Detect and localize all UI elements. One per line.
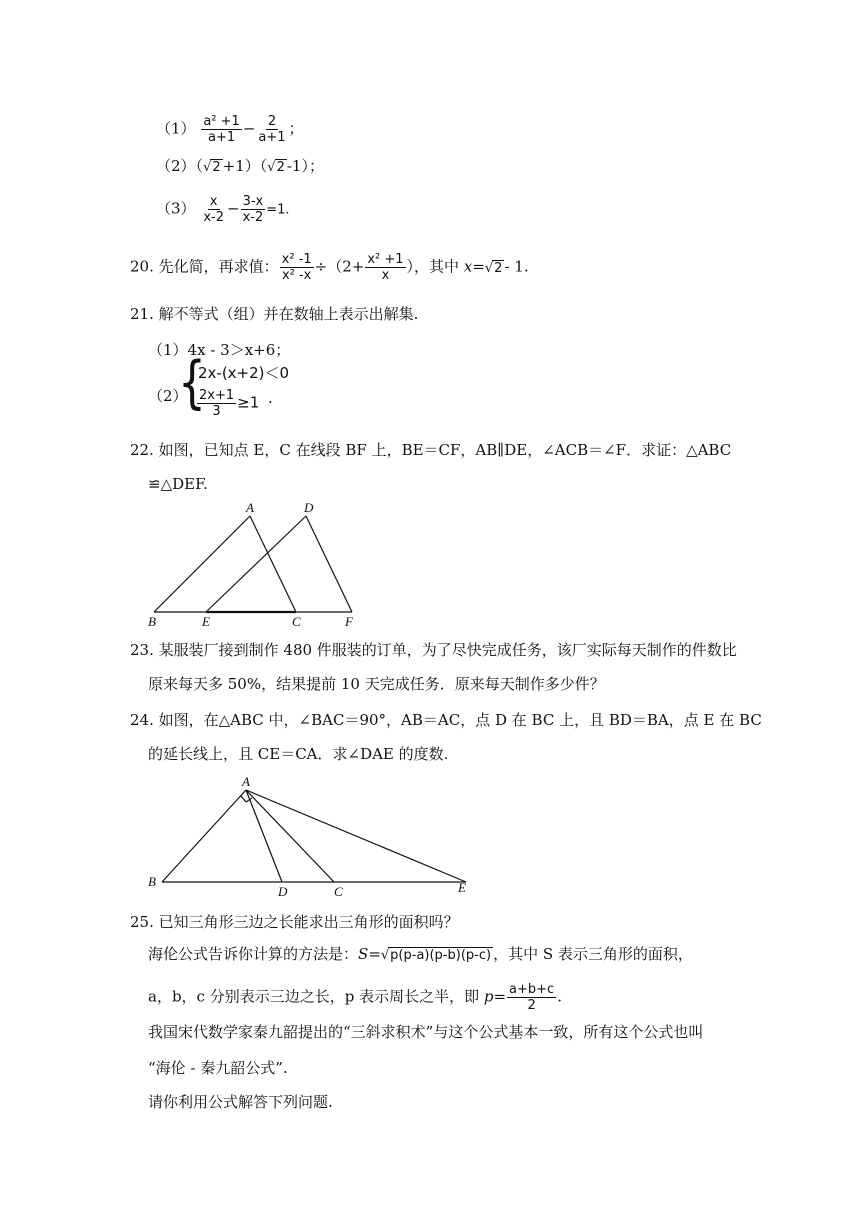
q24-line2: 的延长线上，且 CE＝CA．求∠DAE 的度数. bbox=[148, 745, 449, 763]
label-d: D bbox=[278, 884, 288, 898]
question-24: 24. 如图，在△ABC 中，∠BAC＝90°，AB＝AC，点 D 在 BC 上，且 BD＝BA，点 E 在 BC bbox=[130, 711, 762, 729]
fraction: $\frac{\text{x² -1}}{\text{x² -x}}$ bbox=[281, 252, 312, 283]
figure-q22 bbox=[140, 496, 380, 632]
segment-df bbox=[306, 516, 352, 612]
q25-line4: 我国宋代数学家秦九韶提出的“三斜求积术”与这个公式基本一致，所有这个公式也叫 bbox=[148, 1023, 704, 1041]
question-23: 23. 某服装厂接到制作 480 件服装的订单，为了尽快完成任务，该厂实际每天制作的件数比 bbox=[130, 641, 737, 659]
question-21: 21. 解不等式（组）并在数轴上表示出解集. bbox=[130, 305, 419, 323]
question-22: 22. 如图，已知点 E，C 在线段 BF 上，BE＝CF，AB∥DE，∠ACB＝∠F．求证：△ABC bbox=[130, 441, 732, 459]
label-b: B bbox=[148, 614, 156, 629]
segment-ae bbox=[246, 790, 466, 882]
fraction: $\frac{a+b+c}{2}$ bbox=[509, 982, 555, 1013]
q21-inequality-1: 2x-(x+2)＜0 bbox=[198, 364, 290, 382]
q21-period: . bbox=[268, 389, 273, 407]
label-b: B bbox=[148, 874, 156, 889]
label-e: E bbox=[202, 614, 210, 629]
q21-inequality-2: $\frac{2x+1}{3}$ ≥1 bbox=[199, 388, 260, 419]
segment-de bbox=[206, 516, 306, 612]
fraction: $\frac{\text{x² +1}}{x}$ bbox=[367, 252, 404, 283]
q19-part1: （1） $\frac{\text{a² +1}}{a+1}$ − $\frac{2}{a+1}$ ； bbox=[156, 114, 304, 145]
question-25: 25. 已知三角形三边之长能求出三角形的面积吗？ bbox=[130, 913, 459, 931]
figure-q24 bbox=[140, 772, 480, 898]
q22-line2: ≌△DEF. bbox=[148, 475, 208, 493]
q25-semi-perimeter: a，b，c 分别表示三边之长，p 表示周长之半，即 p= $\frac{a+b+c}{2}$ . bbox=[148, 982, 562, 1013]
label-c: C bbox=[292, 614, 301, 629]
q23-line2: 原来每天多 50%，结果提前 10 天完成任务．原来每天制作多少件？ bbox=[148, 675, 605, 693]
fraction: $\frac{x}{x-2}$ bbox=[203, 194, 224, 225]
label-a: A bbox=[242, 774, 250, 789]
segment-ac bbox=[250, 516, 296, 612]
q25-heron-formula: 海伦公式告诉你计算的方法是：S=√p(p-a)(p-b)(p-c) ，其中 S 表示三角形的面积， bbox=[148, 945, 693, 963]
fraction: $\frac{2}{a+1}$ bbox=[258, 114, 286, 145]
q25-line6: 请你利用公式解答下列问题. bbox=[148, 1093, 333, 1111]
label-a: A bbox=[246, 500, 254, 515]
label-c: C bbox=[334, 884, 343, 898]
q21-part1: （1）4x - 3＞x+6； bbox=[148, 341, 291, 359]
q21-part2-label: （2） bbox=[148, 387, 188, 405]
q19-part2: （2）（√2 +1）（√2 -1）； bbox=[156, 157, 324, 175]
sqrt: √p(p-a)(p-b)(p-c) bbox=[380, 948, 492, 963]
question-20: 20. 先化简，再求值： $\frac{\text{x² -1}}{\text{x² -x}}$ ÷（2+ $\frac{\text{x² +1}}{x}$ ），其中 x=√2 - 1. bbox=[130, 252, 529, 283]
label-e: E bbox=[458, 880, 466, 895]
sqrt: √2 bbox=[267, 160, 285, 175]
fraction: $\frac{\text{a² +1}}{a+1}$ bbox=[203, 114, 240, 145]
fraction: $\frac{2x+1}{3}$ bbox=[199, 388, 235, 419]
system-brace: { bbox=[178, 350, 206, 417]
segment-ac bbox=[246, 790, 334, 882]
label-f: F bbox=[345, 614, 353, 629]
segment-ab bbox=[162, 790, 246, 882]
sqrt: √2 bbox=[484, 260, 503, 276]
fraction: $\frac{3-x}{x-2}$ bbox=[242, 194, 264, 225]
q19-part3: （3） $\frac{x}{x-2}$ − $\frac{3-x}{x-2}$ =1. bbox=[156, 194, 290, 225]
q25-line5: “海伦 - 秦九韶公式”. bbox=[148, 1059, 288, 1077]
label-d: D bbox=[304, 500, 314, 515]
sqrt: √2 bbox=[203, 160, 221, 175]
segment-ab bbox=[154, 516, 250, 612]
segment-ad bbox=[246, 790, 282, 882]
